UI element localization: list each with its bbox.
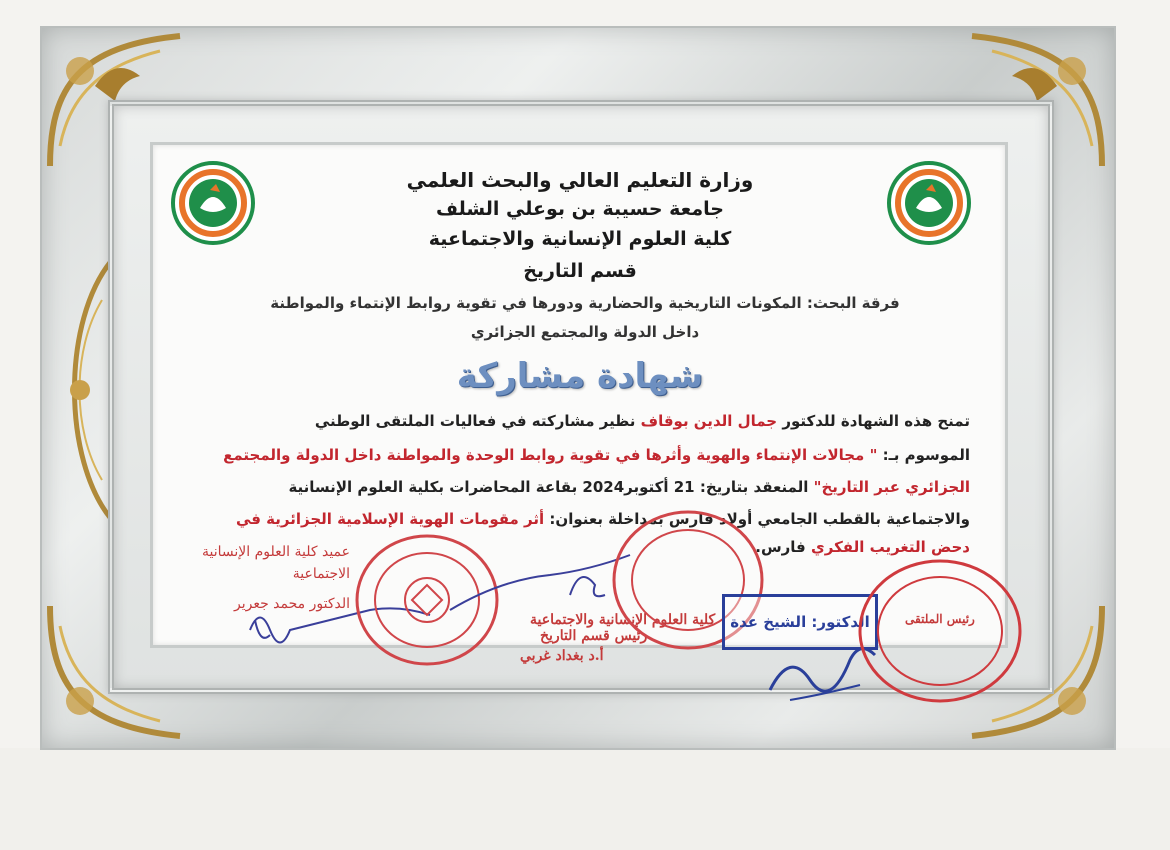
dept-head-name: أ.د بغداد غربي <box>520 648 604 664</box>
ministry-title: وزارة التعليم العالي والبحث العلمي <box>406 168 754 192</box>
university-seal-icon <box>855 556 1025 706</box>
certificate-title: شهادة مشاركة <box>456 356 704 396</box>
research-team-line2: داخل الدولة والمجتمع الجزائري <box>470 323 700 341</box>
body-text: تمنح هذه الشهادة للدكتور <box>782 412 970 430</box>
body-text: نظير مشاركته في فعاليات الملتقى الوطني <box>314 412 636 430</box>
dean-title: عميد كلية العلوم الإنسانية <box>202 544 350 560</box>
chair-label: رئيس الملتقى <box>905 612 975 626</box>
body-line-2 <box>170 446 970 464</box>
body-text: فارس. <box>755 538 806 556</box>
body-text: الموسوم بـ: <box>882 446 970 464</box>
conference-theme-end: الجزائري عبر التاريخ" <box>813 478 970 496</box>
dean-name: الدكتور محمد جعرير <box>233 596 350 612</box>
chair-stamp: الدكتور: الشيخ عدة <box>722 594 878 650</box>
dean-title-2: الاجتماعية <box>292 566 350 582</box>
body-text: المنعقد بتاريخ: 21 أكتوبر2024 بقاعة المحاضرات بكلية العلوم الإنسانية <box>288 478 809 496</box>
dept-head-faculty: كلية العلوم الإنسانية والاجتماعية <box>530 612 716 628</box>
body-line-1 <box>170 412 970 430</box>
recipient-name: جمال الدين بوقاف <box>640 412 778 430</box>
university-logo-right-icon <box>886 160 972 246</box>
faculty-name: كلية العلوم الإنسانية والاجتماعية <box>428 228 732 250</box>
research-team-line1: فرقة البحث: المكونات التاريخية والحضارية ودورها في تقوية روابط الإنتماء والمواطنة <box>270 294 900 312</box>
talk-title: أثر مقومات الهوية الإسلامية الجزائرية في <box>235 510 545 528</box>
body-text: والاجتماعية بالقطب الجامعي أولاد فارس بمداخلة بعنوان: <box>549 510 970 528</box>
department-name: قسم التاريخ <box>523 260 637 282</box>
university-name: جامعة حسيبة بن بوعلي الشلف <box>436 198 724 220</box>
scan-background <box>0 748 1170 850</box>
university-logo-left-icon <box>170 160 256 246</box>
conference-theme: " مجالات الإنتماء والهوية وأثرها في تقوية روابط الوحدة والمواطنة داخل الدولة والمجتمع <box>223 446 878 464</box>
body-line-3 <box>170 478 970 496</box>
dept-head-title: رئيس قسم التاريخ <box>540 628 648 644</box>
talk-title-end: دحض التغريب الفكري <box>811 538 970 556</box>
body-line-4 <box>170 510 970 528</box>
